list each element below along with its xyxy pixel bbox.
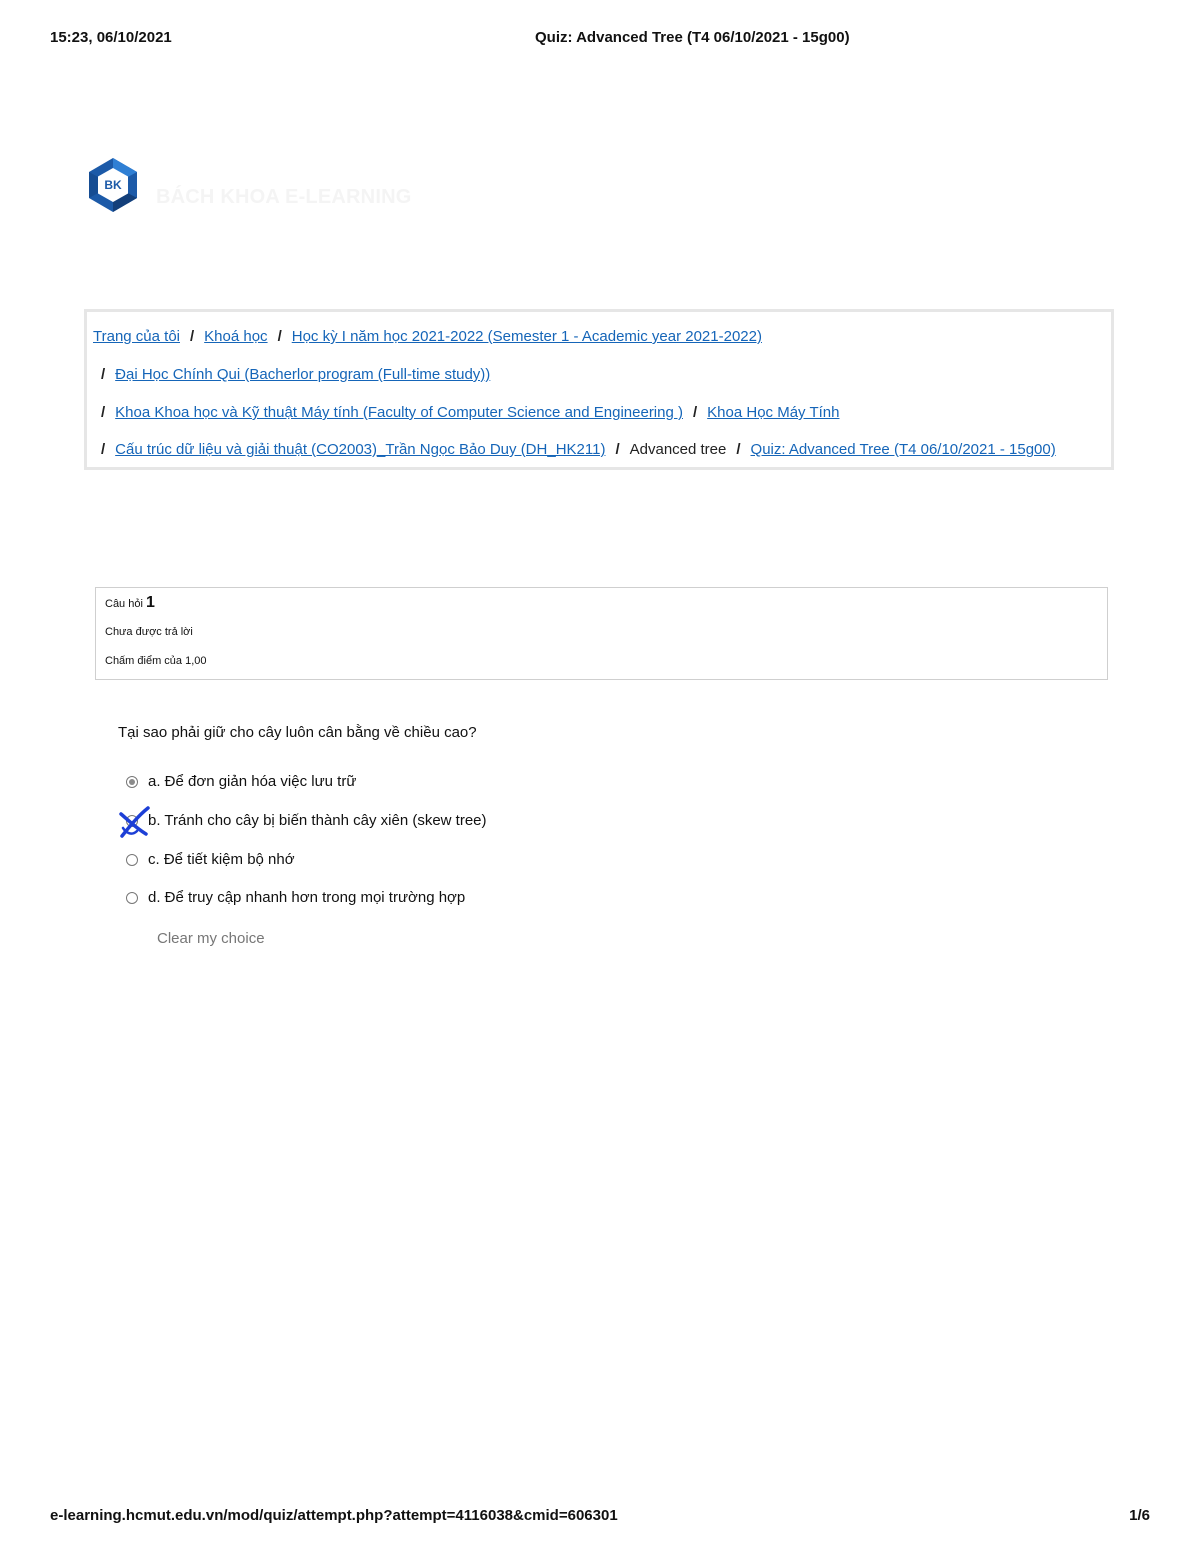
breadcrumb-separator: / [101,441,106,458]
question-status: Chưa được trả lời [105,626,193,638]
breadcrumb-separator: / [277,328,282,345]
breadcrumb-link[interactable]: Đại Học Chính Qui (Bacherlor program (Full-time study)) [115,366,491,383]
breadcrumb-separator: / [693,404,698,421]
breadcrumb-link[interactable]: Cấu trúc dữ liệu và giải thuật (CO2003)_Trần Ngọc Bảo Duy (DH_HK211) [115,441,606,458]
question-info [95,587,1108,680]
print-page-number: 1/6 [1129,1507,1150,1524]
breadcrumb-line [93,404,839,421]
question-text: Tại sao phải giữ cho cây luôn cân bằng về chiều cao? [118,724,477,741]
answer-label[interactable]: a. Để đơn giản hóa việc lưu trữ [148,773,357,790]
breadcrumb-separator: / [736,441,741,458]
answer-radio[interactable] [126,892,138,904]
print-footer [50,1507,1150,1527]
print-url: e-learning.hcmut.edu.vn/mod/quiz/attempt.php?attempt=4116038&cmid=606301 [50,1507,618,1524]
answer-radio[interactable] [126,854,138,866]
breadcrumb-current: Advanced tree [629,441,727,458]
breadcrumb-separator: / [101,366,106,383]
answer-label[interactable]: b. Tránh cho cây bị biến thành cây xiên (skew tree) [148,812,487,829]
handwritten-check-mark [118,806,158,840]
clear-choice-link[interactable]: Clear my choice [157,930,265,947]
question-number: 1 [145,594,155,611]
bk-logo-icon [84,156,142,214]
breadcrumb-line [93,328,762,345]
logo-letters: BK [104,178,122,192]
breadcrumb-link[interactable]: Quiz: Advanced Tree (T4 06/10/2021 - 15g00) [750,441,1056,458]
question-grade: Chấm điểm của 1,00 [105,655,207,667]
print-header [50,29,1150,49]
breadcrumb-line [93,441,1056,458]
breadcrumb-link[interactable]: Khoa Khoa học và Kỹ thuật Máy tính (Faculty of Computer Science and Engineering ) [115,404,683,421]
answer-label[interactable]: d. Để truy cập nhanh hơn trong mọi trường hợp [148,889,466,906]
breadcrumb [84,309,1114,470]
breadcrumb-line [93,366,490,383]
answer-radio[interactable] [126,776,138,788]
question-number-line [105,594,155,612]
breadcrumb-link[interactable]: Trang của tôi [93,328,180,345]
breadcrumb-separator: / [615,441,620,458]
breadcrumb-link[interactable]: Khoa Học Máy Tính [707,404,840,421]
breadcrumb-separator: / [190,328,195,345]
site-name: BÁCH KHOA E-LEARNING [156,186,412,208]
answer-label[interactable]: c. Để tiết kiệm bộ nhớ [148,851,295,868]
breadcrumb-separator: / [101,404,106,421]
breadcrumb-link[interactable]: Học kỳ I năm học 2021-2022 (Semester 1 - Academic year 2021-2022) [291,328,762,345]
breadcrumb-link[interactable]: Khoá học [204,328,268,345]
print-datetime: 15:23, 06/10/2021 [50,29,172,46]
question-label: Câu hỏi [105,598,143,610]
print-page-title: Quiz: Advanced Tree (T4 06/10/2021 - 15g00) [535,29,850,46]
